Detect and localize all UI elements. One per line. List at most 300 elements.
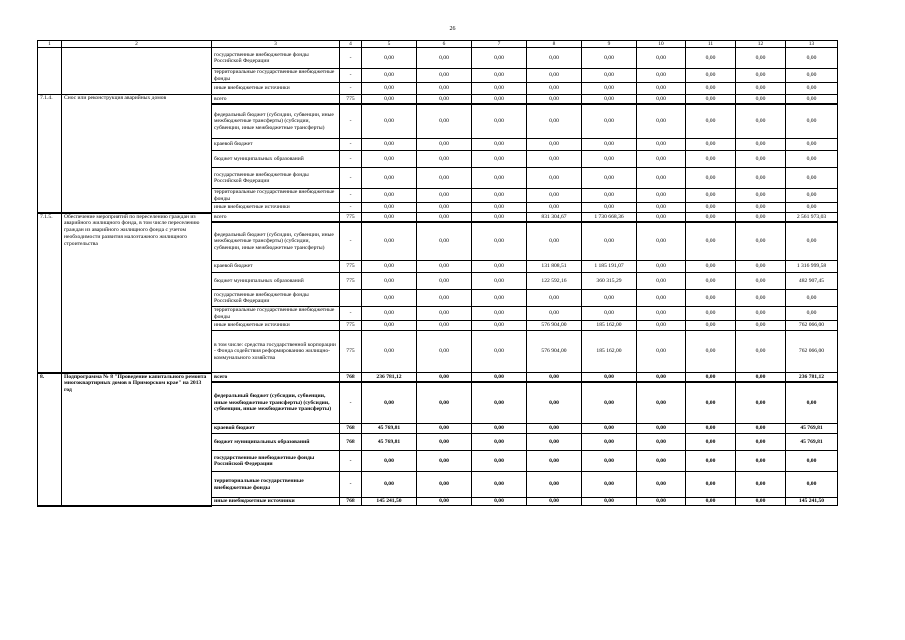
value-cell: 0,00 xyxy=(736,151,786,168)
value-cell: 0,00 xyxy=(637,69,686,83)
value-cell: 0,00 xyxy=(637,472,686,498)
header-cell: 1 xyxy=(38,41,62,48)
value-cell: 0,00 xyxy=(637,189,686,203)
code-cell: - xyxy=(340,104,362,139)
value-cell: 0,00 xyxy=(686,151,736,168)
value-cell: 0,00 xyxy=(362,69,417,83)
value-cell: 0,00 xyxy=(472,203,527,213)
value-cell: 0,00 xyxy=(637,83,686,95)
header-cell: 9 xyxy=(582,41,637,48)
item-number-cell: 7.1.4. xyxy=(38,95,62,213)
value-cell: 0,00 xyxy=(417,472,472,498)
value-cell: 0,00 xyxy=(527,69,582,83)
value-cell: 0,00 xyxy=(686,189,736,203)
value-cell: 0,00 xyxy=(472,307,527,321)
value-cell: 0,00 xyxy=(637,168,686,189)
header-cell: 3 xyxy=(212,41,340,48)
header-cell: 6 xyxy=(417,41,472,48)
value-cell: 0,00 xyxy=(686,382,736,424)
code-cell: 768 xyxy=(340,434,362,451)
value-cell: 0,00 xyxy=(527,290,582,307)
value-cell: 0,00 xyxy=(736,373,786,382)
value-cell: 0,00 xyxy=(736,472,786,498)
value-cell: 360 315,29 xyxy=(582,273,637,290)
value-cell: 0,00 xyxy=(686,168,736,189)
value-cell: 0,00 xyxy=(362,213,417,222)
value-cell: 0,00 xyxy=(736,331,786,373)
value-cell: 2 561 973,03 xyxy=(786,213,838,222)
value-cell: 0,00 xyxy=(686,273,736,290)
header-cell: 7 xyxy=(472,41,527,48)
funding-source-cell: краевой бюджет xyxy=(212,139,340,151)
value-cell: 0,00 xyxy=(786,139,838,151)
value-cell: 0,00 xyxy=(736,189,786,203)
funding-source-cell: бюджет муниципальных образований xyxy=(212,151,340,168)
value-cell: 0,00 xyxy=(637,434,686,451)
value-cell: 576 904,00 xyxy=(527,321,582,331)
value-cell: 0,00 xyxy=(786,83,838,95)
value-cell: 0,00 xyxy=(472,168,527,189)
item-name-cell: Снос или реконструкция аварийных домов xyxy=(62,95,212,213)
value-cell: 0,00 xyxy=(637,321,686,331)
value-cell: 0,00 xyxy=(472,151,527,168)
value-cell: 0,00 xyxy=(417,307,472,321)
value-cell: 0,00 xyxy=(417,451,472,472)
value-cell: 0,00 xyxy=(637,151,686,168)
value-cell: 0,00 xyxy=(736,451,786,472)
value-cell: 0,00 xyxy=(362,222,417,261)
value-cell: 45 769,81 xyxy=(786,434,838,451)
value-cell: 0,00 xyxy=(637,451,686,472)
value-cell: 762 066,00 xyxy=(786,321,838,331)
value-cell: 0,00 xyxy=(472,382,527,424)
value-cell: 0,00 xyxy=(736,307,786,321)
value-cell: 0,00 xyxy=(362,331,417,373)
value-cell: 0,00 xyxy=(582,307,637,321)
value-cell: 0,00 xyxy=(637,104,686,139)
header-cell: 12 xyxy=(736,41,786,48)
code-cell: - xyxy=(340,69,362,83)
value-cell: 0,00 xyxy=(637,498,686,506)
value-cell: 0,00 xyxy=(417,290,472,307)
value-cell: 0,00 xyxy=(786,203,838,213)
code-cell: - xyxy=(340,472,362,498)
code-cell: - xyxy=(340,451,362,472)
value-cell: 0,00 xyxy=(417,203,472,213)
value-cell: 0,00 xyxy=(786,104,838,139)
value-cell: 0,00 xyxy=(637,222,686,261)
value-cell: 0,00 xyxy=(417,424,472,434)
value-cell: 236 781,12 xyxy=(786,373,838,382)
code-cell: - xyxy=(340,307,362,321)
funding-source-cell: краевой бюджет xyxy=(212,261,340,273)
value-cell: 45 769,81 xyxy=(362,434,417,451)
value-cell: 482 907,45 xyxy=(786,273,838,290)
value-cell: 0,00 xyxy=(736,273,786,290)
code-cell: 768 xyxy=(340,498,362,506)
value-cell: 0,00 xyxy=(417,83,472,95)
value-cell: 0,00 xyxy=(362,95,417,104)
value-cell: 0,00 xyxy=(362,261,417,273)
value-cell: 0,00 xyxy=(362,472,417,498)
value-cell: 0,00 xyxy=(417,498,472,506)
value-cell: 145 241,50 xyxy=(786,498,838,506)
value-cell: 45 769,81 xyxy=(362,424,417,434)
funding-source-cell: иные внебюджетные источники xyxy=(212,83,340,95)
table-row xyxy=(38,373,838,382)
table-row xyxy=(38,95,838,104)
value-cell: 0,00 xyxy=(362,139,417,151)
value-cell: 0,00 xyxy=(686,290,736,307)
value-cell: 0,00 xyxy=(582,451,637,472)
code-cell: - xyxy=(340,168,362,189)
value-cell: 0,00 xyxy=(527,151,582,168)
item-name-cell: Обеспечение мероприятий по переселению граждан из аварийного жилищного фонда, в том числе переселению граждан из аварийного жилищного фонда с учетом необходимости развития малоэтажного жилищного строительства xyxy=(62,213,212,373)
value-cell: 0,00 xyxy=(417,321,472,331)
value-cell: 0,00 xyxy=(786,48,838,69)
code-cell: 768 xyxy=(340,424,362,434)
value-cell: 0,00 xyxy=(472,273,527,290)
value-cell: 0,00 xyxy=(417,213,472,222)
value-cell: 0,00 xyxy=(582,373,637,382)
value-cell: 0,00 xyxy=(417,382,472,424)
value-cell: 0,00 xyxy=(686,222,736,261)
code-cell xyxy=(340,290,362,307)
value-cell: 0,00 xyxy=(472,95,527,104)
value-cell: 0,00 xyxy=(527,222,582,261)
value-cell: 0,00 xyxy=(736,498,786,506)
value-cell: 0,00 xyxy=(472,498,527,506)
value-cell: 0,00 xyxy=(362,83,417,95)
value-cell: 0,00 xyxy=(417,48,472,69)
value-cell: 0,00 xyxy=(686,203,736,213)
value-cell: 0,00 xyxy=(736,382,786,424)
value-cell: 0,00 xyxy=(362,451,417,472)
funding-source-cell: территориальные государственные внебюджетные фонды xyxy=(212,69,340,83)
value-cell: 0,00 xyxy=(736,321,786,331)
funding-source-cell: государственные внебюджетные фонды Российской Федерации xyxy=(212,48,340,69)
value-cell: 0,00 xyxy=(527,472,582,498)
value-cell: 0,00 xyxy=(736,434,786,451)
value-cell: 0,00 xyxy=(786,290,838,307)
value-cell: 0,00 xyxy=(472,424,527,434)
value-cell: 0,00 xyxy=(472,434,527,451)
value-cell: 0,00 xyxy=(362,104,417,139)
code-cell: 775 xyxy=(340,331,362,373)
funding-source-cell: бюджет муниципальных образований xyxy=(212,434,340,451)
value-cell: 0,00 xyxy=(582,222,637,261)
value-cell: 131 808,51 xyxy=(527,261,582,273)
value-cell: 0,00 xyxy=(472,290,527,307)
item-number-cell: 8. xyxy=(38,373,62,506)
value-cell: 0,00 xyxy=(736,290,786,307)
value-cell: 0,00 xyxy=(417,434,472,451)
value-cell: 0,00 xyxy=(686,69,736,83)
value-cell: 0,00 xyxy=(527,168,582,189)
value-cell: 0,00 xyxy=(527,424,582,434)
value-cell: 0,00 xyxy=(686,498,736,506)
value-cell: 0,00 xyxy=(736,139,786,151)
value-cell: 122 592,16 xyxy=(527,273,582,290)
value-cell: 0,00 xyxy=(786,168,838,189)
budget-table xyxy=(37,40,838,507)
value-cell: 0,00 xyxy=(472,321,527,331)
value-cell: 0,00 xyxy=(417,273,472,290)
value-cell: 0,00 xyxy=(686,261,736,273)
value-cell: 0,00 xyxy=(736,213,786,222)
value-cell: 0,00 xyxy=(686,451,736,472)
funding-source-cell: государственные внебюджетные фонды Российской Федерации xyxy=(212,168,340,189)
value-cell: 185 162,00 xyxy=(582,331,637,373)
item-name-cell: Подпрограмма № 8 "Проведение капитального ремонта многоквартирных домов в Приморском крае" на 2013 год xyxy=(62,373,212,506)
item-name-cell xyxy=(62,48,212,95)
value-cell: 0,00 xyxy=(417,331,472,373)
value-cell: 0,00 xyxy=(362,48,417,69)
value-cell: 0,00 xyxy=(472,69,527,83)
table-row xyxy=(38,213,838,222)
value-cell: 0,00 xyxy=(527,434,582,451)
funding-source-cell: в том числе: средства государственной корпорации - Фонда содействия реформированию жилищно-коммунального хозяйства xyxy=(212,331,340,373)
value-cell: 0,00 xyxy=(582,83,637,95)
value-cell: 0,00 xyxy=(637,261,686,273)
value-cell: 0,00 xyxy=(736,203,786,213)
value-cell: 0,00 xyxy=(637,331,686,373)
item-number-cell xyxy=(38,48,62,95)
value-cell: 0,00 xyxy=(637,373,686,382)
value-cell: 0,00 xyxy=(582,151,637,168)
funding-source-cell: федеральный бюджет (субсидии, субвенции, иные межбюджетные трансферты) (субсидии, субвенции, иные межбюджетные трансферты) xyxy=(212,382,340,424)
value-cell: 0,00 xyxy=(582,95,637,104)
value-cell: 0,00 xyxy=(686,95,736,104)
value-cell: 0,00 xyxy=(637,213,686,222)
value-cell: 0,00 xyxy=(417,69,472,83)
value-cell: 0,00 xyxy=(786,69,838,83)
value-cell: 0,00 xyxy=(736,261,786,273)
value-cell: 0,00 xyxy=(786,151,838,168)
value-cell: 0,00 xyxy=(362,290,417,307)
value-cell: 0,00 xyxy=(417,104,472,139)
value-cell: 0,00 xyxy=(582,104,637,139)
header-cell: 10 xyxy=(637,41,686,48)
value-cell: 185 162,00 xyxy=(582,321,637,331)
value-cell: 0,00 xyxy=(686,139,736,151)
funding-source-cell: федеральный бюджет (субсидии, субвенции, иные межбюджетные трансферты) (субсидии, субвенции, иные межбюджетные трансферты) xyxy=(212,104,340,139)
value-cell: 0,00 xyxy=(582,498,637,506)
funding-source-cell: территориальные государственные внебюджетные фонды xyxy=(212,189,340,203)
value-cell: 0,00 xyxy=(582,48,637,69)
code-cell: 775 xyxy=(340,273,362,290)
code-cell: - xyxy=(340,382,362,424)
value-cell: 0,00 xyxy=(527,373,582,382)
value-cell: 0,00 xyxy=(362,321,417,331)
funding-source-cell: территориальные государственные внебюджетные фонды xyxy=(212,472,340,498)
value-cell: 0,00 xyxy=(736,168,786,189)
value-cell: 0,00 xyxy=(786,472,838,498)
value-cell: 0,00 xyxy=(472,48,527,69)
value-cell: 0,00 xyxy=(786,222,838,261)
code-cell: 775 xyxy=(340,321,362,331)
header-cell: 11 xyxy=(686,41,736,48)
value-cell: 0,00 xyxy=(736,95,786,104)
value-cell: 0,00 xyxy=(527,83,582,95)
value-cell: 0,00 xyxy=(417,373,472,382)
funding-source-cell: иные внебюджетные источники xyxy=(212,321,340,331)
header-cell: 13 xyxy=(786,41,838,48)
value-cell: 0,00 xyxy=(527,451,582,472)
table-row xyxy=(38,48,838,69)
value-cell: 0,00 xyxy=(686,424,736,434)
value-cell: 1 185 191,07 xyxy=(582,261,637,273)
value-cell: 0,00 xyxy=(686,373,736,382)
value-cell: 0,00 xyxy=(417,139,472,151)
value-cell: 0,00 xyxy=(417,95,472,104)
funding-source-cell: иные внебюджетные источники xyxy=(212,498,340,506)
value-cell: 0,00 xyxy=(472,472,527,498)
value-cell: 0,00 xyxy=(686,307,736,321)
funding-source-cell: федеральный бюджет (субсидии, субвенции, иные межбюджетные трансферты) (субсидии, субвенции, иные межбюджетные трансферты) xyxy=(212,222,340,261)
value-cell: 1 316 999,58 xyxy=(786,261,838,273)
code-cell: - xyxy=(340,139,362,151)
funding-source-cell: государственные внебюджетные фонды Российской Федерации xyxy=(212,290,340,307)
value-cell: 0,00 xyxy=(786,307,838,321)
value-cell: 0,00 xyxy=(786,382,838,424)
funding-source-cell: всего xyxy=(212,373,340,382)
page-number: 26 xyxy=(449,26,456,32)
value-cell: 0,00 xyxy=(472,139,527,151)
value-cell: 0,00 xyxy=(417,189,472,203)
column-number-header xyxy=(38,41,838,48)
funding-source-cell: всего xyxy=(212,213,340,222)
code-cell: 775 xyxy=(340,261,362,273)
value-cell: 0,00 xyxy=(736,83,786,95)
value-cell: 0,00 xyxy=(686,48,736,69)
value-cell: 0,00 xyxy=(362,307,417,321)
value-cell: 0,00 xyxy=(686,472,736,498)
value-cell: 0,00 xyxy=(362,273,417,290)
header-cell: 8 xyxy=(527,41,582,48)
value-cell: 0,00 xyxy=(417,168,472,189)
value-cell: 0,00 xyxy=(472,373,527,382)
funding-source-cell: иные внебюджетные источники xyxy=(212,203,340,213)
value-cell: 831 304,67 xyxy=(527,213,582,222)
value-cell: 0,00 xyxy=(527,104,582,139)
value-cell: 0,00 xyxy=(736,222,786,261)
value-cell: 0,00 xyxy=(786,189,838,203)
value-cell: 576 904,00 xyxy=(527,331,582,373)
table-body xyxy=(38,41,838,506)
funding-source-cell: краевой бюджет xyxy=(212,424,340,434)
value-cell: 0,00 xyxy=(736,424,786,434)
value-cell: 0,00 xyxy=(472,331,527,373)
value-cell: 0,00 xyxy=(637,203,686,213)
header-cell: 5 xyxy=(362,41,417,48)
value-cell: 0,00 xyxy=(472,213,527,222)
value-cell: 0,00 xyxy=(786,451,838,472)
value-cell: 0,00 xyxy=(472,104,527,139)
value-cell: 0,00 xyxy=(527,382,582,424)
value-cell: 762 066,00 xyxy=(786,331,838,373)
value-cell: 0,00 xyxy=(637,48,686,69)
value-cell: 0,00 xyxy=(527,139,582,151)
value-cell: 0,00 xyxy=(362,189,417,203)
code-cell: - xyxy=(340,222,362,261)
code-cell: 775 xyxy=(340,95,362,104)
funding-source-cell: бюджет муниципальных образований xyxy=(212,273,340,290)
code-cell: 768 xyxy=(340,373,362,382)
value-cell: 0,00 xyxy=(472,222,527,261)
value-cell: 0,00 xyxy=(686,331,736,373)
value-cell: 0,00 xyxy=(582,189,637,203)
value-cell: 45 769,81 xyxy=(786,424,838,434)
header-cell: 4 xyxy=(340,41,362,48)
value-cell: 0,00 xyxy=(362,168,417,189)
value-cell: 0,00 xyxy=(637,273,686,290)
value-cell: 0,00 xyxy=(527,95,582,104)
funding-source-cell: государственные внебюджетные фонды Российской Федерации xyxy=(212,451,340,472)
code-cell: - xyxy=(340,48,362,69)
value-cell: 0,00 xyxy=(582,69,637,83)
value-cell: 0,00 xyxy=(472,83,527,95)
value-cell: 145 241,50 xyxy=(362,498,417,506)
item-number-cell: 7.1.5. xyxy=(38,213,62,373)
value-cell: 0,00 xyxy=(686,213,736,222)
value-cell: 0,00 xyxy=(582,139,637,151)
value-cell: 1 730 668,36 xyxy=(582,213,637,222)
value-cell: 0,00 xyxy=(362,203,417,213)
value-cell: 0,00 xyxy=(736,104,786,139)
value-cell: 0,00 xyxy=(527,48,582,69)
value-cell: 0,00 xyxy=(686,321,736,331)
value-cell: 0,00 xyxy=(736,69,786,83)
value-cell: 0,00 xyxy=(637,307,686,321)
code-cell: 775 xyxy=(340,213,362,222)
funding-source-cell: территориальные государственные внебюджетные фонды xyxy=(212,307,340,321)
code-cell: - xyxy=(340,189,362,203)
value-cell: 0,00 xyxy=(637,139,686,151)
value-cell: 0,00 xyxy=(582,382,637,424)
value-cell: 0,00 xyxy=(527,203,582,213)
value-cell: 0,00 xyxy=(637,95,686,104)
header-cell: 2 xyxy=(62,41,212,48)
value-cell: 0,00 xyxy=(637,382,686,424)
value-cell: 0,00 xyxy=(637,290,686,307)
code-cell: - xyxy=(340,203,362,213)
value-cell: 0,00 xyxy=(637,424,686,434)
value-cell: 0,00 xyxy=(417,222,472,261)
value-cell: 0,00 xyxy=(417,261,472,273)
value-cell: 0,00 xyxy=(686,434,736,451)
value-cell: 0,00 xyxy=(582,203,637,213)
value-cell: 0,00 xyxy=(527,498,582,506)
value-cell: 0,00 xyxy=(582,472,637,498)
value-cell: 0,00 xyxy=(736,48,786,69)
value-cell: 0,00 xyxy=(417,151,472,168)
value-cell: 0,00 xyxy=(472,451,527,472)
code-cell: - xyxy=(340,83,362,95)
value-cell: 0,00 xyxy=(786,95,838,104)
funding-source-cell: всего xyxy=(212,95,340,104)
value-cell: 0,00 xyxy=(582,290,637,307)
value-cell: 0,00 xyxy=(582,168,637,189)
value-cell: 0,00 xyxy=(362,151,417,168)
value-cell: 0,00 xyxy=(686,83,736,95)
value-cell: 0,00 xyxy=(472,261,527,273)
value-cell: 0,00 xyxy=(686,104,736,139)
value-cell: 0,00 xyxy=(527,307,582,321)
value-cell: 0,00 xyxy=(362,382,417,424)
value-cell: 0,00 xyxy=(582,424,637,434)
code-cell: - xyxy=(340,151,362,168)
